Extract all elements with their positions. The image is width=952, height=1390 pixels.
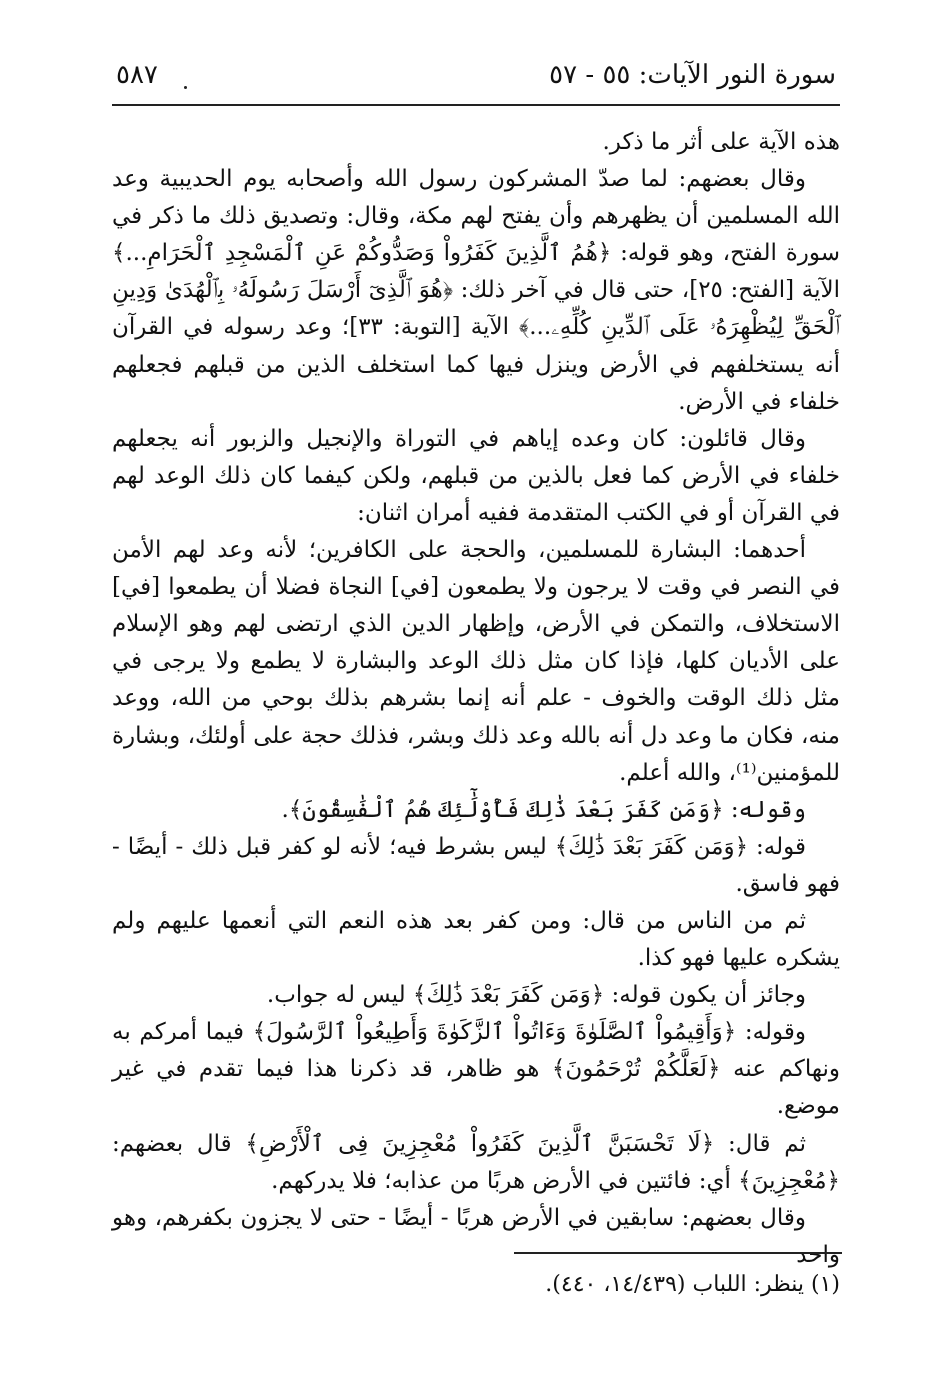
footnote-rule [514, 1252, 842, 1254]
paragraph: وقوله: ﴿وَأَقِيمُواْ ٱلصَّلَوٰةَ وَءَاتُواْ ٱلزَّكَوٰةَ وَأَطِيعُواْ ٱلرَّسُولَ﴾ فيما أمركم به ونهاكم عنه ﴿لَعَلَّكُمْ تُرْحَمُونَ﴾ هو ظاهر، قد ذكرنا هذا فيما تقدم في غير موضع. [112, 1019, 840, 1120]
paragraph: وجائز أن يكون قوله: ﴿وَمَن كَفَرَ بَعْدَ ذَٰلِكَ﴾ ليس له جواب. [266, 982, 806, 1009]
page-number: ٥٨٧ [116, 60, 158, 90]
header-rule [112, 104, 840, 106]
footnote: (١) ينظر: اللباب (١٤/٤٣٩، ٤٤٠). [545, 1272, 840, 1297]
surah-title: سورة النور الآيات: ٥٥ - ٥٧ [549, 60, 836, 90]
paragraph: قوله: ﴿وَمَن كَفَرَ بَعْدَ ذَٰلِكَ﴾ ليس بشرط فيه؛ لأنه لو كفر قبل ذلك - أيضًا - فهو فاسق. [112, 833, 840, 897]
header-dot [184, 86, 187, 89]
paragraph: وقال قائلون: كان وعده إياهم في التوراة والإنجيل والزبور أنه يجعلهم خلفاء في الأرض كما فعل بالذين من قبلهم، ولكن كيفما كان ذلك الوعد لهم في القرآن أو في الكتب المتقدمة ففيه أمران اثنان: [112, 425, 840, 526]
paragraph: ثم قال: ﴿لَا تَحْسَبَنَّ ٱلَّذِينَ كَفَرُواْ مُعْجِزِينَ فِى ٱلْأَرْضِ﴾ قال بعضهم: ﴿مُعْجِزِينَ﴾ أي: فائتين في الأرض هربًا من عذابه؛ فلا يدركهم. [112, 1130, 840, 1194]
paragraph: ثم من الناس من قال: ومن كفر بعد هذه النعم التي أنعمها عليهم ولم يشكره عليها فهو كذا. [112, 907, 840, 972]
paragraph: وقوله: ﴿وَمَن كَفَرَ بَعْدَ ذَٰلِكَ فَأُوْلَٰٓئِكَ هُمُ ٱلْفَٰسِقُونَ﴾. [281, 796, 806, 823]
paragraph: أحدهما: البشارة للمسلمين، والحجة على الكافرين؛ لأنه وعد لهم الأمن في النصر في وقت لا يرجون ولا يطمعون [في] النجاة فضلا أن يطمعوا [في] الاستخلاف، والتمكن في الأرض، وإظهار الدين الذي ارتضى لهم وهو الإسلام على الأديان كلها، فإذا كان مثل ذلك الوعد والبشارة لا يطمع ولا يرجى في مثل ذلك الوقت والخوف - علم أنه إنما بشرهم بذلك بوحي من الله، ووعد منه، فكان ما وعد دل أنه بالله وعد ذلك وبشر، فذلك حجة على أولئك، وبشارة للمؤمنين⁽¹⁾، والله أعلم. [112, 537, 840, 786]
paragraph: هذه الآية على أثر ما ذكر. [602, 129, 840, 155]
paragraph: وقال بعضهم: لما صدّ المشركون رسول الله وأصحابه يوم الحديبية وعد الله المسلمين أن يظهرهم وأن يفتح لهم مكة، وقال: وتصديق ذلك ما ذكر في سورة الفتح، وهو قوله: ﴿هُمُ ٱلَّذِينَ كَفَرُواْ وَصَدُّوكُمْ عَنِ ٱلْمَسْجِدِ ٱلْحَرَامِ...﴾ الآية [الفتح: ٢٥]، حتى قال في آخر ذلك: ﴿هُوَ ٱلَّذِىٓ أَرْسَلَ رَسُولَهُۥ بِٱلْهُدَىٰ وَدِينِ ٱلْحَقِّ لِيُظْهِرَهُۥ عَلَى ٱلدِّينِ كُلِّهِۦ...﴾ الآية [التوبة: ٣٣]؛ وعد رسوله في القرآن أنه يستخلفهم في الأرض وينزل فيها كما استخلف الذين من قبلهم فجعلهم خلفاء في الأرض. [112, 166, 840, 415]
main-text [112, 124, 840, 1274]
paragraph: وقال بعضهم: سابقين في الأرض هربًا - أيضًا - حتى لا يجزون بكفرهم، وهو واحد [112, 1204, 840, 1268]
page-header [116, 52, 836, 98]
